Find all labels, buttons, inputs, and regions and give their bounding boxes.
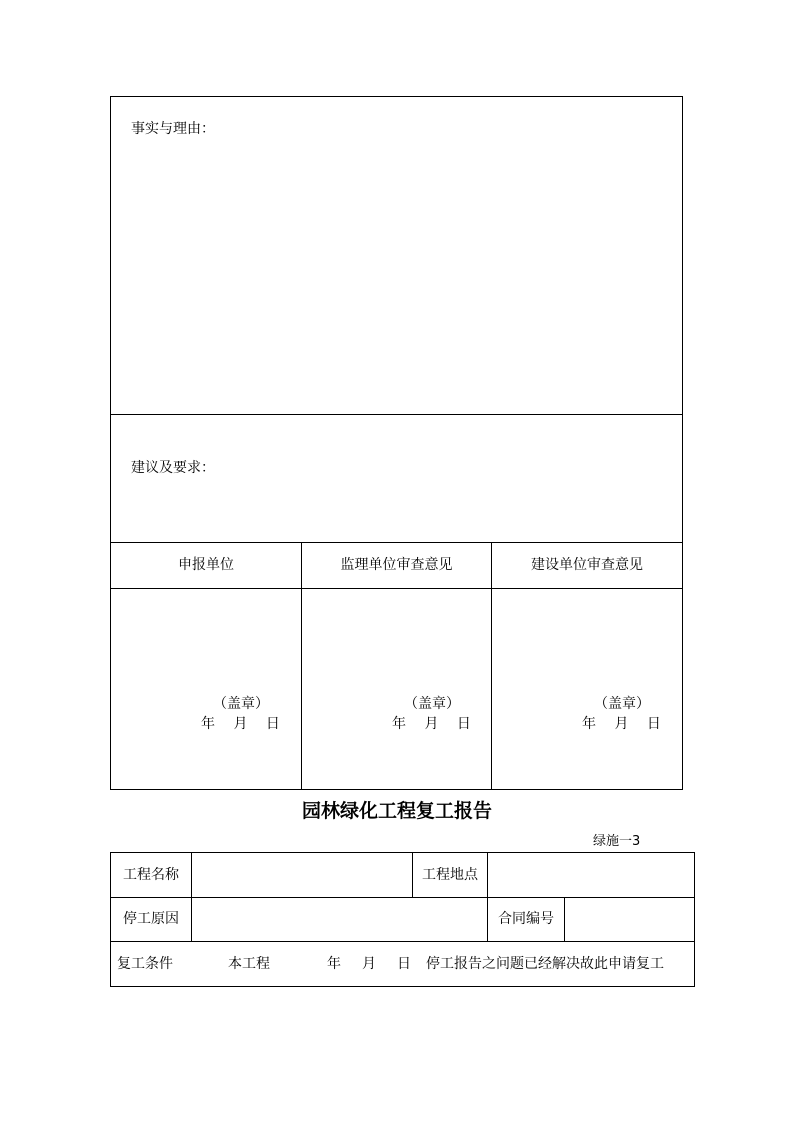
column-divider-2 bbox=[491, 542, 492, 790]
project-name-label: 工程名称 bbox=[123, 867, 179, 883]
row1-divider-c bbox=[487, 852, 488, 897]
project-location-field[interactable] bbox=[489, 854, 694, 896]
column-divider-1 bbox=[301, 542, 302, 790]
supervisor-seal: （盖章） bbox=[404, 696, 460, 712]
facts-label: 事实与理由： bbox=[131, 121, 215, 137]
resume-statement: 停工报告之问题已经解决故此申请复工 bbox=[426, 956, 664, 972]
column-header-applicant: 申报单位 bbox=[178, 557, 234, 573]
resume-year-text: 年 bbox=[327, 956, 341, 972]
report-title: 园林绿化工程复工报告 bbox=[301, 800, 492, 822]
applicant-date: 年 月 日 bbox=[201, 716, 280, 732]
supervisor-date: 年 月 日 bbox=[392, 716, 471, 732]
owner-date: 年 月 日 bbox=[582, 716, 661, 732]
owner-seal: （盖章） bbox=[594, 696, 650, 712]
resume-condition-label: 复工条件 bbox=[117, 956, 173, 972]
resume-month-text: 月 bbox=[362, 956, 376, 972]
contract-number-label: 合同编号 bbox=[498, 911, 554, 927]
project-location-label: 工程地点 bbox=[422, 867, 478, 883]
suggestion-area[interactable] bbox=[111, 480, 682, 540]
form-code: 绿施一3 bbox=[593, 834, 641, 849]
row1-divider-a bbox=[191, 852, 192, 897]
stop-reason-label: 停工原因 bbox=[123, 911, 179, 927]
suggestion-label: 建议及要求： bbox=[131, 460, 215, 476]
row2-divider-a bbox=[191, 897, 192, 941]
report-row-divider-2 bbox=[110, 941, 695, 942]
column-header-owner: 建设单位审查意见 bbox=[531, 557, 643, 573]
header-divider bbox=[110, 588, 683, 589]
contract-number-field[interactable] bbox=[566, 899, 694, 940]
facts-area[interactable] bbox=[111, 145, 682, 413]
row2-divider-c bbox=[564, 897, 565, 941]
stop-reason-field[interactable] bbox=[193, 899, 486, 940]
project-name-field[interactable] bbox=[193, 854, 411, 896]
applicant-seal: （盖章） bbox=[213, 696, 269, 712]
this-project-text: 本工程 bbox=[228, 956, 270, 972]
resume-day-text: 日 bbox=[397, 956, 411, 972]
column-header-supervisor: 监理单位审查意见 bbox=[340, 557, 453, 573]
suggestion-divider bbox=[110, 542, 683, 543]
report-row-divider-1 bbox=[110, 897, 695, 898]
facts-divider bbox=[110, 414, 683, 415]
